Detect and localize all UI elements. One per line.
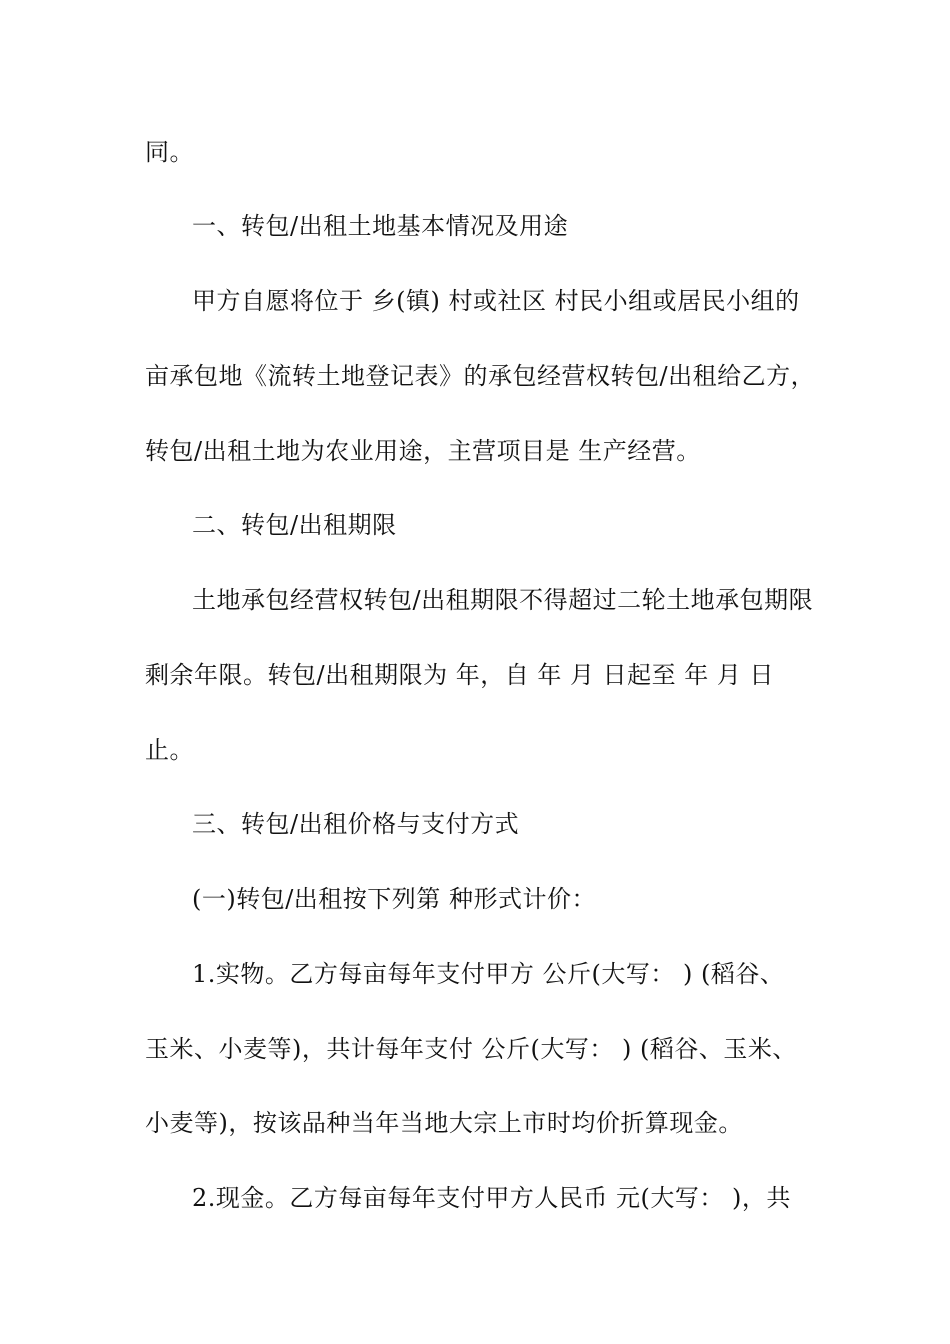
section-heading-3: 三、转包/出租价格与支付方式: [192, 810, 520, 838]
paragraph-line: 玉米、小麦等)，共计每年支付 公斤(大写： ) (稻谷、玉米、: [145, 1035, 797, 1063]
paragraph-line: 亩承包地《流转土地登记表》的承包经营权转包/出租给乙方，: [145, 362, 816, 390]
list-item-line: 2.现金。乙方每亩每年支付甲方人民币 元(大写： )，共: [192, 1184, 791, 1212]
paragraph-line: 小麦等)，按该品种当年当地大宗上市时均价折算现金。: [145, 1109, 743, 1137]
list-item-line: 1.实物。乙方每亩每年支付甲方 公斤(大写： ) (稻谷、: [192, 960, 785, 988]
paragraph-line: 转包/出租土地为农业用途，主营项目是 生产经营。: [145, 437, 701, 465]
paragraph-line: 甲方自愿将位于 乡(镇) 村或社区 村民小组或居民小组的: [192, 287, 800, 315]
paragraph-line: 止。: [145, 736, 194, 764]
paragraph-line: 土地承包经营权转包/出租期限不得超过二轮土地承包期限: [192, 586, 814, 614]
paragraph-line: 剩余年限。转包/出租期限为 年，自 年 月 日起至 年 月 日: [145, 661, 774, 689]
text-line-continuation: 同。: [145, 138, 194, 166]
paragraph-line: (一)转包/出租按下列第 种形式计价：: [192, 885, 596, 913]
section-heading-2: 二、转包/出租期限: [192, 511, 397, 539]
section-heading-1: 一、转包/出租土地基本情况及用途: [192, 212, 569, 240]
